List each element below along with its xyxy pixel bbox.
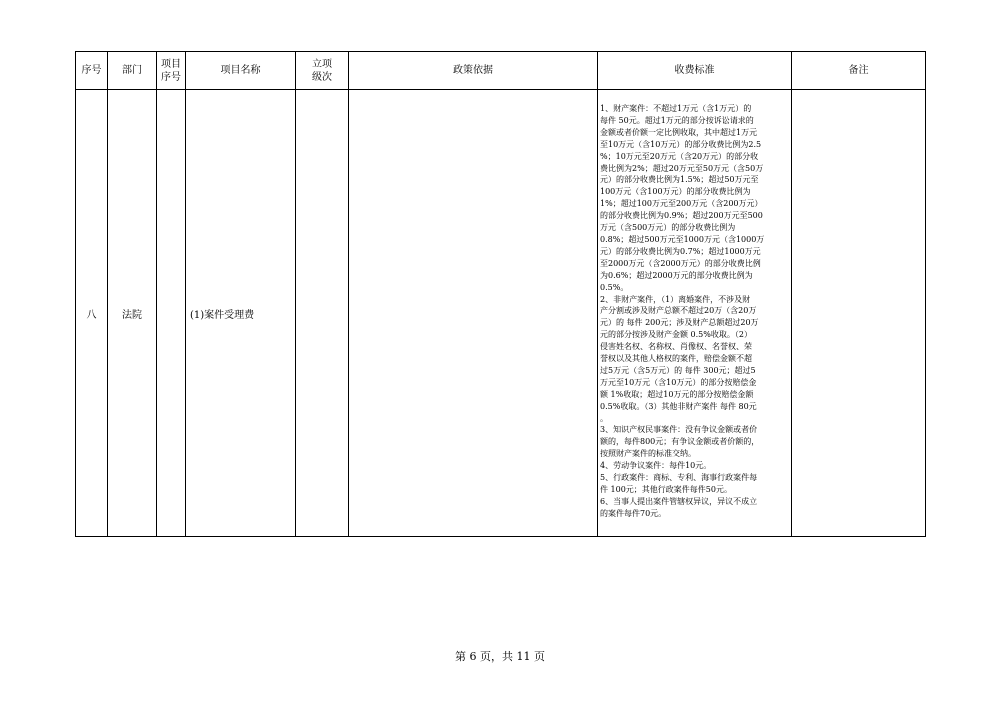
table-row xyxy=(76,90,926,537)
header-item-seq: 项目 序号 xyxy=(157,52,186,90)
row-fee xyxy=(598,90,792,537)
fee-standard-text: 1、财产案件：不超过1万元（含1万元）的 每件 50元。超过1万元的部分按诉讼请求的 金额或者价额一定比例收取，其中超过1万元 至10万元（含10万元）的部分收费比例为2.5 %；10万元至20万元（含20万元）的部分收 费比例为2%；超过20万元至50万元（含50万 元）的部分收费比例为1.5%；超过50万元至 100万元（含100万元）的部分收费比例为 1%；超过100万元至200万元（含200万元） 的部分收费比例为0.9%；超过200万元至500 万元（含500万元）的部分收费比例为 0.8%；超过500万元至1000万元（含1000万 元）的部分收费比例为0.7%；超过1000万元 至2000万元（含2000万元）的部分收费比例 为0.6%；超过2000万元的部分收费比例为 0.5%。 2、非财产案件，（1）离婚案件，不涉及财 产分割或涉及财产总额不超过20万（含20万 元）的 每件 200元；涉及财产总额超过20万 元的部分按涉及财产金额 0.5%收取。（2） 侵害姓名权、名称权、肖像权、名誉权、荣 誉权以及其他人格权的案件，赔偿金额不超 过5万元（含5万元）的 每件 300元；超过5 万元至10万元（含10万元）的部分按赔偿金 额 1%收取；超过10万元的部分按赔偿金额 0.5%收取。（3）其他非财产案件 每件 80元 。 3、知识产权民事案件：没有争议金额或者价 额的，每件800元；有争议金额或者价额的， 按照财产案件的标准交纳。 4、劳动争议案件：每件10元。 5、行政案件：商标、专利、海事行政案件每 件 100元；其他行政案件每件50元。 6、当事人提出案件管辖权异议，异议不成立 的案件每件70元。 xyxy=(600,104,765,518)
row-dept: 法院 xyxy=(108,90,157,537)
header-fee: 收费标准 xyxy=(598,52,792,90)
row-seq: 八 xyxy=(76,90,108,537)
row-remark xyxy=(792,90,926,537)
fee-table xyxy=(75,51,926,537)
header-dept: 部门 xyxy=(108,52,157,90)
row-policy xyxy=(349,90,598,537)
row-item-name: (1)案件受理费 xyxy=(186,90,296,537)
header-row xyxy=(76,52,926,90)
header-level: 立项 级次 xyxy=(296,52,349,90)
page-footer: 第 6 页，共 11 页 xyxy=(455,650,545,663)
header-remark: 备注 xyxy=(792,52,926,90)
row-item-seq xyxy=(157,90,186,537)
header-item-name: 项目名称 xyxy=(186,52,296,90)
header-policy: 政策依据 xyxy=(349,52,598,90)
header-seq: 序号 xyxy=(76,52,108,90)
row-level xyxy=(296,90,349,537)
